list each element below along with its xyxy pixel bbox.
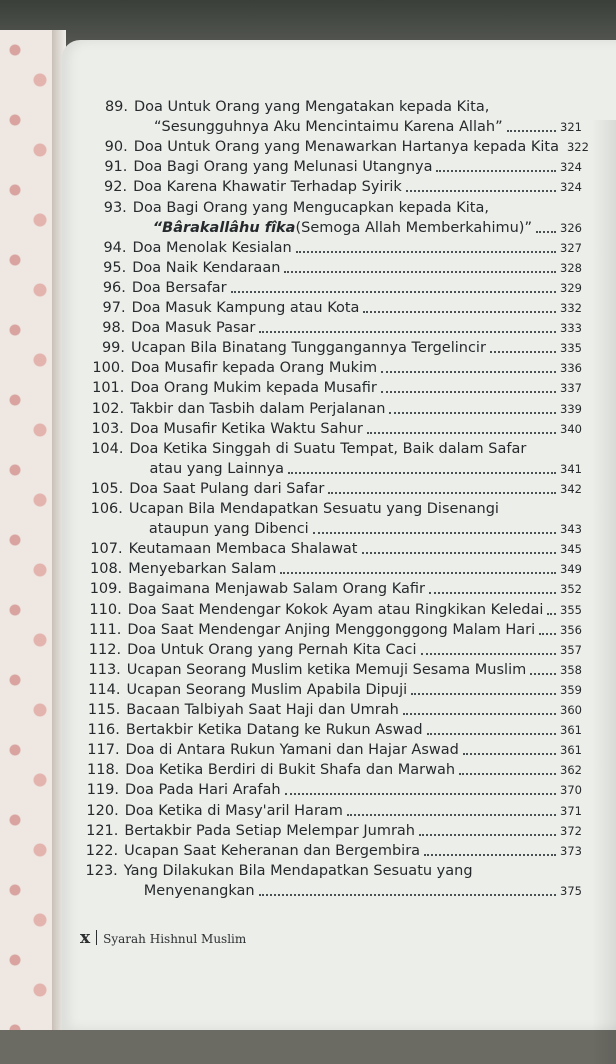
leader-dots — [490, 351, 556, 353]
toc-page-number: 339 — [560, 401, 582, 416]
toc-page-number: 370 — [560, 783, 582, 798]
toc-page-number: 355 — [560, 602, 582, 617]
toc-entry-number: 109. — [89, 581, 122, 598]
toc-entry-title — [131, 319, 582, 337]
toc-entry-title-continued — [153, 219, 582, 237]
leader-dots — [419, 834, 556, 836]
toc-entry-text: Doa di Antara Rukun Yamani dan Hajar Aswad — [125, 742, 459, 759]
toc-entry-text: Doa Saat Mendengar Kokok Ayam atau Ringkikan Keledai — [127, 601, 544, 618]
leader-dots — [284, 271, 556, 273]
toc-entry-text: “Sesungguhnya Aku Mencintaimu Karena Allah” — [154, 119, 503, 136]
toc-entry-text: Doa Bagi Orang yang Mengucapkan kepada Kita, — [132, 199, 489, 216]
toc-entry-text: Doa Orang Mukim kepada Musafir — [130, 380, 377, 397]
toc-entry-number: 111. — [89, 621, 122, 638]
leader-dots — [530, 673, 556, 675]
toc-entry-number: 107. — [90, 541, 123, 558]
toc-page-number: 335 — [560, 341, 582, 356]
page-number-roman: x — [80, 928, 91, 948]
toc-entry-title — [128, 601, 582, 619]
leader-dots — [463, 753, 556, 755]
toc-page-number: 362 — [560, 763, 582, 778]
toc-entry-title — [133, 239, 583, 257]
toc-entry-number: 113. — [88, 661, 121, 678]
toc-entry-number: 101. — [92, 380, 125, 397]
toc-entry-text: Yang Dilakukan Bila Mendapatkan Sesuatu yang — [123, 862, 473, 879]
toc-page-number: 372 — [560, 823, 582, 838]
toc-entry-title — [127, 661, 582, 679]
toc-page-number: 340 — [560, 421, 582, 436]
toc-entry-title — [126, 701, 582, 719]
toc-entry-title — [130, 440, 583, 458]
toc-entry-text: Ucapan Bila Binatang Tunggangannya Tergelincir — [131, 340, 486, 357]
toc-entry-title — [130, 420, 582, 438]
leader-dots — [406, 190, 556, 192]
toc-entry-text: Takbir dan Tasbih dalam Perjalanan — [130, 400, 386, 417]
toc-page-number: 333 — [560, 321, 582, 336]
toc-entry-text: Doa Naik Kendaraan — [132, 259, 281, 276]
leader-dots — [411, 693, 556, 695]
toc-page-number: 357 — [560, 642, 582, 657]
toc-entry-text: Bertakbir Ketika Datang ke Rukun Aswad — [125, 722, 423, 739]
toc-page-number: 341 — [560, 461, 582, 476]
toc-entry-title-continued — [154, 118, 582, 136]
toc-entry-title — [132, 299, 582, 317]
leader-dots — [362, 552, 557, 554]
toc-entry-title — [129, 500, 582, 518]
toc-entry-text: Doa Saat Mendengar Anjing Menggonggong Malam Hari — [127, 621, 536, 638]
leader-dots — [536, 231, 556, 233]
toc-entry-number: 121. — [86, 822, 119, 839]
toc-page-number: 342 — [560, 481, 582, 496]
toc-entry-title — [124, 842, 582, 860]
toc-entry-arabic-term: “Bârakallâhu fîka — [152, 219, 296, 236]
toc-entry-title — [127, 621, 582, 639]
toc-entry-title — [129, 480, 582, 498]
toc-entry-text: Doa Untuk Orang yang Pernah Kita Caci — [127, 641, 417, 658]
toc-entry-text: Doa Menolak Kesialan — [132, 239, 292, 256]
leader-dots — [280, 572, 556, 574]
toc-entry-number: 104. — [91, 440, 124, 457]
leader-dots — [296, 251, 556, 253]
page-footer — [80, 928, 246, 948]
toc-entry-number: 93. — [103, 199, 127, 216]
toc-entry-number: 105. — [90, 480, 124, 497]
toc-page-number: 375 — [560, 883, 582, 898]
toc-entry-title — [126, 741, 582, 759]
toc-entry-number: 117. — [87, 742, 120, 759]
leader-dots — [421, 653, 557, 655]
toc-page-number: 324 — [560, 180, 582, 195]
toc-entry-title — [131, 339, 582, 357]
toc-entry-text: Menyebarkan Salam — [128, 561, 277, 578]
toc-page-number: 324 — [560, 160, 582, 175]
toc-entry-title — [131, 359, 582, 377]
toc-entry-number: 112. — [88, 641, 122, 658]
toc-entry-number: 119. — [86, 782, 119, 799]
leader-dots — [389, 412, 556, 414]
toc-entry-number: 110. — [89, 601, 122, 618]
toc-entry-title — [124, 822, 582, 840]
toc-entry-text: (Semoga Allah Memberkahimu)” — [295, 219, 532, 236]
toc-entry-text: Doa Masuk Kampung atau Kota — [131, 300, 360, 316]
leader-dots — [259, 894, 556, 896]
toc-page-number: 371 — [560, 803, 582, 818]
toc-page-number: 356 — [560, 622, 582, 637]
toc-page-number: 349 — [560, 562, 582, 577]
toc-page-number: 361 — [560, 723, 582, 738]
toc-entry-text: Doa Untuk Orang yang Menawarkan Hartanya kepada Kita — [133, 139, 559, 156]
leader-dots — [381, 391, 556, 393]
toc-entry-text: Ucapan Saat Keheranan dan Bergembira — [124, 842, 421, 859]
toc-page-number: 336 — [560, 361, 582, 376]
toc-entry-text: Doa Ketika Singgah di Suatu Tempat, Baik dalam Safar — [129, 440, 527, 457]
toc-entry-title — [128, 580, 582, 598]
toc-entry-number: 115. — [87, 702, 121, 718]
toc-entry-text: Doa Ketika Berdiri di Bukit Shafa dan Marwah — [125, 762, 456, 779]
toc-entry-text: Bacaan Talbiyah Saat Haji dan Umrah — [126, 702, 399, 718]
toc-entry-text: Doa Musafir Ketika Waktu Sahur — [129, 420, 363, 437]
book-cover-pattern — [0, 30, 60, 1030]
toc-entry-title — [132, 259, 582, 277]
toc-entry-title — [134, 98, 582, 116]
toc-entry-number: 103. — [91, 420, 124, 437]
toc-entry-title — [133, 199, 582, 217]
toc-page-number: 343 — [560, 522, 582, 537]
toc-page-number: 358 — [560, 662, 582, 677]
toc-entry-text: Doa Musafir kepada Orang Mukim — [130, 360, 378, 377]
leader-dots — [313, 532, 556, 534]
leader-dots — [539, 633, 556, 635]
toc-entry-title-continued — [150, 460, 583, 478]
toc-entry-title — [130, 400, 582, 418]
toc-entry-title — [130, 379, 582, 397]
toc-entry-title-continued — [144, 882, 582, 900]
leader-dots — [459, 773, 556, 775]
toc-entry-title — [124, 862, 582, 880]
toc-entry-text: Doa Untuk Orang yang Mengatakan kepada Kita, — [134, 99, 490, 115]
toc-page-number: 373 — [560, 843, 582, 858]
toc-entry-number: 90. — [104, 139, 128, 156]
leader-dots — [381, 371, 556, 373]
toc-entry-text: Ucapan Bila Mendapatkan Sesuatu yang Disenangi — [128, 501, 499, 517]
leader-dots — [367, 432, 556, 434]
leader-dots — [429, 592, 556, 594]
toc-entry-number: 92. — [104, 179, 128, 196]
toc-entry-number: 123. — [85, 862, 118, 879]
toc-entry-number: 95. — [103, 259, 127, 276]
toc-entry-number: 118. — [87, 762, 120, 779]
toc-page-number: 360 — [560, 703, 582, 717]
toc-entry-number: 122. — [85, 842, 119, 859]
toc-entry-number: 97. — [102, 300, 126, 316]
toc-entry-title — [127, 681, 583, 699]
toc-entry-title-continued — [149, 520, 582, 538]
leader-dots — [436, 170, 556, 172]
toc-entry-text: Menyenangkan — [143, 882, 255, 899]
leader-dots — [285, 793, 557, 795]
leader-dots — [328, 492, 556, 494]
toc-entry-text: Bertakbir Pada Setiap Melempar Jumrah — [124, 822, 415, 839]
toc-entry-title — [125, 802, 582, 820]
toc-page-number: 337 — [560, 381, 582, 396]
leader-dots — [288, 472, 556, 474]
leader-dots — [427, 733, 556, 735]
toc-entry-text: Ucapan Seorang Muslim Apabila Dipuji — [126, 681, 408, 698]
toc-entry-title — [127, 641, 582, 659]
toc-entry-number: 100. — [92, 360, 125, 377]
toc-entry-text: Doa Pada Hari Arafah — [125, 782, 281, 799]
toc-entry-title — [125, 761, 582, 779]
toc-entry-text: Doa Masuk Pasar — [131, 320, 256, 337]
toc-entry-text: Doa Karena Khawatir Terhadap Syirik — [133, 179, 402, 196]
toc-entry-text: Ucapan Seorang Muslim ketika Memuji Sesama Muslim — [126, 661, 527, 678]
toc-entry-number: 96. — [102, 279, 126, 296]
toc-entry-text: Doa Saat Pulang dari Safar — [129, 480, 325, 497]
toc-entry-title — [126, 721, 582, 739]
leader-dots — [507, 130, 556, 132]
toc-entry-number: 98. — [102, 320, 126, 337]
toc-page-number: 329 — [560, 280, 582, 295]
leader-dots — [347, 814, 556, 816]
toc-entry-title — [125, 781, 582, 799]
toc-entry-text: Keutamaan Membaca Shalawat — [128, 541, 358, 558]
toc-entry-number: 114. — [88, 681, 121, 698]
toc-page-number: 322 — [566, 140, 589, 155]
toc-entry-text: Doa Ketika di Masy'aril Haram — [124, 802, 343, 819]
toc-entry-number: 116. — [87, 722, 120, 739]
toc-page-number: 361 — [560, 743, 582, 758]
toc-page-number: 345 — [560, 542, 582, 557]
toc-entry-title — [132, 279, 582, 297]
toc-entry-number: 94. — [103, 239, 127, 256]
toc-page-number: 328 — [560, 260, 582, 275]
toc-page-number: 327 — [560, 240, 582, 255]
toc-entry-title — [133, 138, 589, 156]
toc-entry-number: 120. — [86, 802, 119, 819]
toc-entry-text: Doa Bersafar — [131, 279, 227, 296]
book-title: Syarah Hishnul Muslim — [103, 932, 247, 946]
toc-page-number: 359 — [560, 682, 582, 697]
toc-page-number: 332 — [560, 301, 582, 315]
toc-entry-number: 89. — [104, 99, 128, 115]
toc-entry-number: 106. — [90, 501, 123, 517]
leader-dots — [231, 291, 556, 293]
toc-entry-title — [133, 178, 582, 196]
toc-entry-number: 99. — [101, 340, 125, 357]
leader-dots — [363, 311, 556, 313]
leader-dots — [259, 331, 556, 333]
toc-entry-title — [133, 158, 582, 176]
toc-entry-text: Doa Bagi Orang yang Melunasi Utangnya — [133, 159, 433, 176]
toc-entry-text: ataupun yang Dibenci — [148, 521, 309, 538]
toc-page-number: 321 — [560, 120, 582, 135]
leader-dots — [403, 713, 556, 715]
toc-page-number: 326 — [560, 220, 582, 235]
toc-entry-number: 108. — [90, 561, 123, 578]
toc-page-number: 352 — [560, 582, 582, 597]
toc-entry-number: 91. — [104, 159, 128, 176]
toc-entry-title — [129, 540, 582, 558]
toc-entry-text: Bagaimana Menjawab Salam Orang Kafir — [128, 581, 425, 598]
toc-entry-title — [128, 560, 582, 578]
toc-entry-number: 102. — [91, 400, 125, 417]
leader-dots — [424, 854, 556, 856]
toc-entry-text: atau yang Lainnya — [149, 460, 285, 477]
leader-dots — [547, 613, 556, 615]
